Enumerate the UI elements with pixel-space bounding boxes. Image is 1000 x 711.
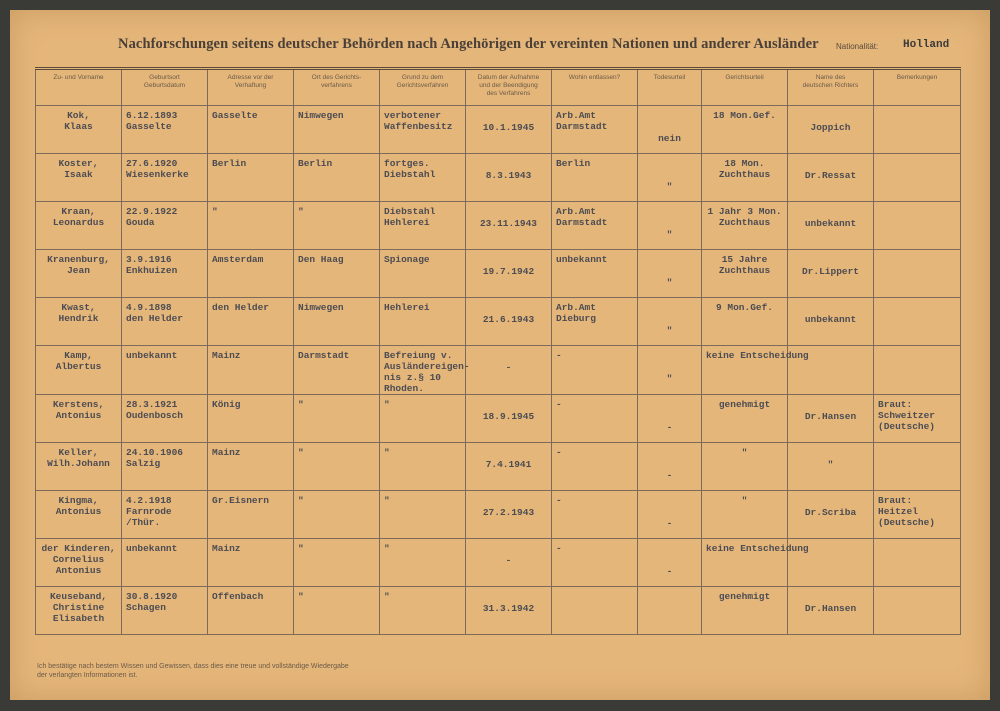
table-cell [294, 539, 380, 587]
table-row [36, 443, 961, 491]
cell-text: Kok, Klaas [64, 110, 93, 132]
cell-text: Kwast, Hendrik [58, 302, 99, 324]
table-cell [294, 202, 380, 250]
table-cell [294, 395, 380, 443]
table-cell [466, 154, 552, 202]
table-cell [466, 491, 552, 539]
cell-text [874, 443, 960, 447]
cell-text: 18.9.1945 [482, 411, 535, 422]
cell-text: " [298, 495, 304, 506]
table-cell [208, 587, 294, 635]
table-cell [294, 587, 380, 635]
cell-text: - [505, 555, 512, 566]
cell-text [874, 539, 960, 543]
table-cell [380, 346, 470, 395]
cell-text: Gr.Eisnern [212, 495, 270, 506]
cell-text: fortges. Diebstahl [384, 158, 436, 180]
cell-text: 6.12.1893 Gasselte [126, 110, 178, 132]
table-cell [380, 491, 466, 539]
table-cell [466, 202, 552, 250]
cell-text: Darmstadt [298, 350, 350, 361]
cell-text: Berlin [298, 158, 333, 169]
cell-text: 19.7.1942 [482, 266, 535, 277]
table-cell [788, 106, 874, 154]
document-sheet [10, 10, 990, 700]
table-row [36, 539, 961, 587]
cell-text [874, 154, 960, 158]
document-title: Nachforschungen seitens deutscher Behörden nach Angehörigen der vereinten Nationen und anderer Ausländer [118, 36, 819, 52]
table-cell [380, 154, 466, 202]
cell-text: " [741, 447, 748, 458]
table-cell [36, 587, 122, 635]
cell-text: " [666, 277, 673, 288]
table-cell [122, 106, 208, 154]
table-cell [788, 250, 874, 298]
table-cell [638, 443, 702, 491]
table-cell [788, 443, 874, 491]
table-cell [294, 154, 380, 202]
cell-text: - [666, 470, 673, 481]
cell-text: Mainz [212, 447, 241, 458]
table-cell [208, 202, 294, 250]
cell-text [552, 587, 637, 591]
cell-text: " [298, 591, 304, 602]
cell-text: der Kinderen, Cornelius Antonius [41, 543, 116, 576]
cell-text: Keller, Wilh.Johann [47, 447, 110, 469]
table-cell [552, 202, 638, 250]
table-cell [122, 443, 208, 491]
header-cell: Wohin entlassen? [552, 69, 638, 106]
table-cell [552, 106, 638, 154]
table-cell [466, 539, 552, 587]
table-cell [552, 443, 638, 491]
cell-text: Mainz [212, 543, 241, 554]
cell-text: Mainz [212, 350, 241, 361]
table-cell [208, 443, 294, 491]
cell-text: Offenbach [212, 591, 264, 602]
table-cell [552, 539, 638, 587]
table-cell [208, 250, 294, 298]
cell-text: Keuseband, Christine Elisabeth [49, 591, 107, 624]
header-cell: Datum der Aufnahme und der Beendigung des Verfahrens [466, 69, 552, 106]
table-cell [702, 106, 788, 154]
table-cell [208, 106, 294, 154]
table-cell [702, 395, 788, 443]
cell-text [874, 298, 960, 302]
table-cell [874, 395, 961, 443]
table-cell [466, 443, 552, 491]
cell-text: Braut: Heitzel (Deutsche) [878, 495, 936, 528]
cell-text: 21.6.1943 [482, 314, 535, 325]
table-cell [638, 395, 702, 443]
cell-text: verbotener Waffenbesitz [384, 110, 453, 132]
cell-text: 23.11.1943 [479, 218, 537, 229]
cell-text: " [298, 399, 304, 410]
cell-text: 10.1.1945 [482, 122, 535, 133]
table-cell [380, 539, 466, 587]
cell-text: unbekannt [126, 543, 178, 554]
table-cell [874, 250, 961, 298]
cell-text: " [384, 447, 390, 458]
cell-text [638, 587, 701, 614]
cell-text: 9 Mon.Gef. [715, 302, 773, 313]
table-cell [874, 587, 961, 635]
table-cell [122, 202, 208, 250]
table-row [36, 202, 961, 250]
table-cell [638, 202, 702, 250]
cell-text [874, 587, 960, 591]
table-cell [702, 202, 788, 250]
cell-text: Berlin [556, 158, 591, 169]
table-cell [294, 491, 380, 539]
cell-text: Dr.Scriba [804, 507, 857, 518]
table-cell [36, 106, 122, 154]
table-cell [638, 491, 702, 539]
table-cell [122, 587, 208, 635]
table-row [36, 250, 961, 298]
header-cell: Name des deutschen Richters [788, 69, 874, 106]
table-cell [36, 395, 122, 443]
table-cell [552, 587, 638, 635]
table-cell [208, 346, 294, 395]
cell-text: Gasselte [212, 110, 258, 121]
table-row [36, 106, 961, 154]
table-row [36, 298, 961, 346]
cell-text: - [666, 422, 673, 433]
table-cell [36, 154, 122, 202]
table-cell [466, 587, 552, 635]
header-cell: Adresse vor der Verhaftung [208, 69, 294, 106]
cell-text: Arb.Amt Dieburg [556, 302, 596, 324]
cell-text: 30.8.1920 Schagen [126, 591, 178, 613]
cell-text [874, 250, 960, 254]
table-cell [552, 298, 638, 346]
table-cell [294, 443, 380, 491]
table-cell [788, 395, 874, 443]
header-cell: Gerichtsurteil [702, 69, 788, 106]
cell-text: 4.9.1898 den Helder [126, 302, 184, 324]
cell-text: 7.4.1941 [485, 459, 532, 470]
table-cell [788, 346, 874, 395]
table-cell [638, 250, 702, 298]
table-cell [36, 298, 122, 346]
cell-text: 8.3.1943 [485, 170, 532, 181]
table-cell [874, 443, 961, 491]
table-cell [874, 298, 961, 346]
table-cell [702, 491, 788, 539]
cell-text: Den Haag [298, 254, 344, 265]
cell-text: " [741, 495, 748, 506]
table-cell [874, 154, 961, 202]
cell-text: " [298, 447, 304, 458]
table-row [36, 491, 961, 539]
cell-text: genehmigt [718, 399, 771, 410]
table-cell [36, 443, 122, 491]
header-cell: Geburtsort Geburtsdatum [122, 69, 208, 106]
table-cell [874, 539, 961, 587]
table-cell [788, 587, 874, 635]
table-cell [788, 298, 874, 346]
table-cell [638, 587, 702, 635]
cell-text: Befreiung v. Ausländereigen- nis z.§ 10 Rhoden. [384, 350, 470, 394]
cell-text: Hehlerei [384, 302, 430, 313]
table-cell [552, 395, 638, 443]
cell-text: Dr.Hansen [804, 411, 857, 422]
table-cell [788, 202, 874, 250]
cell-text: Arb.Amt Darmstadt [556, 110, 608, 132]
table-cell [36, 250, 122, 298]
cell-text: - [556, 447, 562, 458]
cell-text [788, 539, 873, 555]
cell-text: Dr.Hansen [804, 603, 857, 614]
cell-text: genehmigt [718, 591, 771, 602]
table-cell [36, 202, 122, 250]
table-cell [466, 106, 552, 154]
cell-text: unbekannt [804, 314, 857, 325]
cell-text: Kranenburg, Jean [47, 254, 110, 276]
table-cell [122, 298, 208, 346]
header-row [36, 69, 961, 106]
cell-text [874, 106, 960, 110]
header-cell: Ort des Gerichts- verfahrens [294, 69, 380, 106]
cell-text: 27.6.1920 Wiesenkerke [126, 158, 189, 180]
cell-text [874, 346, 960, 350]
table-cell [380, 202, 466, 250]
table-row [36, 154, 961, 202]
cell-text: " [384, 495, 390, 506]
header-cell: Zu- und Vorname [36, 69, 122, 106]
cell-text: Diebstahl Hehlerei [384, 206, 436, 228]
table-cell [702, 298, 788, 346]
cell-text: - [556, 399, 562, 410]
table-cell [122, 346, 208, 395]
cell-text [874, 202, 960, 206]
table-cell [122, 395, 208, 443]
table-cell [638, 106, 702, 154]
cell-text: - [556, 495, 562, 506]
cell-text: Joppich [810, 122, 851, 133]
table-cell [294, 106, 380, 154]
table-cell [638, 346, 702, 395]
table-cell [380, 395, 466, 443]
table-cell [208, 539, 294, 587]
table-cell [122, 250, 208, 298]
cell-text: unbekannt [126, 350, 178, 361]
table-cell [874, 106, 961, 154]
table-cell [874, 202, 961, 250]
cell-text: " [827, 459, 834, 470]
table-cell [122, 154, 208, 202]
cell-text: - [505, 362, 512, 373]
table-cell [638, 539, 702, 587]
cell-text: Dr.Ressat [804, 170, 857, 181]
table-row [36, 395, 961, 443]
table-cell [380, 250, 466, 298]
cell-text: " [384, 543, 390, 554]
table-cell [208, 395, 294, 443]
table-cell [788, 539, 874, 587]
cell-text: Kingma, Antonius [55, 495, 102, 517]
table-cell [208, 298, 294, 346]
cell-text: Amsterdam [212, 254, 264, 265]
cell-text: nein [658, 133, 681, 144]
table-cell [466, 298, 552, 346]
table-cell [702, 346, 809, 395]
cell-text: 18 Mon. Zuchthaus [718, 158, 771, 180]
cell-text: " [298, 543, 304, 554]
table-cell [466, 346, 552, 395]
table-cell [702, 443, 788, 491]
cell-text: keine Entscheidung [706, 350, 809, 361]
cell-text: - [556, 543, 562, 554]
table-cell [552, 154, 638, 202]
table-row [36, 346, 961, 395]
cell-text: Nimwegen [298, 302, 344, 313]
table-cell [874, 491, 961, 539]
certification-footer: Ich bestätige nach bestem Wissen und Gewissen, dass dies eine treue und vollständige Wiedergabe der verlangten Informationen ist. [37, 663, 349, 679]
table-cell [36, 491, 122, 539]
table-cell [466, 250, 552, 298]
table-cell [466, 395, 552, 443]
cell-text: den Helder [212, 302, 270, 313]
cell-text: 15 Jahre Zuchthaus [718, 254, 771, 276]
cell-text: 27.2.1943 [482, 507, 535, 518]
table-cell [552, 250, 638, 298]
cell-text: 4.2.1918 Farnrode /Thür. [126, 495, 172, 528]
cell-text: Nimwegen [298, 110, 344, 121]
header-cell: Bemerkungen [874, 69, 961, 106]
cell-text: Kerstens, Antonius [52, 399, 105, 421]
table-cell [552, 346, 638, 395]
cell-text: unbekannt [556, 254, 608, 265]
cell-text: 18 Mon.Gef. [713, 110, 776, 121]
table-cell [874, 346, 961, 395]
table-cell [122, 491, 208, 539]
table-cell [36, 539, 122, 587]
cell-text: 1 Jahr 3 Mon. Zuchthaus [707, 206, 782, 228]
cell-text: " [666, 325, 673, 336]
cell-text: " [666, 229, 673, 240]
table-cell [380, 587, 466, 635]
cell-text: Dr.Lippert [801, 266, 859, 277]
cell-text: " [384, 399, 390, 410]
table-cell [208, 154, 294, 202]
table-cell [208, 491, 294, 539]
table-cell [294, 250, 380, 298]
cell-text: Spionage [384, 254, 430, 265]
cell-text: 22.9.1922 Gouda [126, 206, 178, 228]
cell-text: " [666, 373, 673, 384]
cell-text: - [666, 518, 673, 529]
table-cell [294, 346, 380, 395]
cell-text: Koster, Isaak [58, 158, 99, 180]
cell-text: 28.3.1921 Oudenbosch [126, 399, 184, 421]
cell-text: 3.9.1916 Enkhuizen [126, 254, 178, 276]
table-cell [702, 250, 788, 298]
cell-text: Braut: Schweitzer (Deutsche) [878, 399, 936, 432]
cell-text: Berlin [212, 158, 247, 169]
records-table [35, 67, 961, 635]
table-cell [638, 154, 702, 202]
cell-text: " [298, 206, 304, 217]
header-cell: Todesurteil [638, 69, 702, 106]
cell-text: 31.3.1942 [482, 603, 535, 614]
table-cell [380, 106, 466, 154]
table-cell [702, 154, 788, 202]
nationality-label: Nationalität: [836, 42, 879, 51]
cell-text: König [212, 399, 241, 410]
table-row [36, 587, 961, 635]
table-cell [702, 539, 809, 587]
cell-text: - [666, 566, 673, 577]
table-cell [552, 491, 638, 539]
table-cell [638, 298, 702, 346]
cell-text: - [556, 350, 562, 361]
cell-text: 24.10.1906 Salzig [126, 447, 184, 469]
table-cell [788, 154, 874, 202]
cell-text: keine Entscheidung [706, 543, 809, 554]
nationality-value: Holland [903, 39, 950, 51]
table-cell [702, 587, 788, 635]
header-cell: Grund zu dem Gerichtsverfahren [380, 69, 466, 106]
cell-text: " [666, 181, 673, 192]
cell-text: Arb.Amt Darmstadt [556, 206, 608, 228]
table-cell [380, 443, 466, 491]
table-cell [294, 298, 380, 346]
cell-text: Kraan, Leonardus [52, 206, 105, 228]
cell-text [788, 346, 873, 362]
table-cell [122, 539, 208, 587]
cell-text: " [384, 591, 390, 602]
cell-text: " [212, 206, 218, 217]
table-cell [36, 346, 122, 395]
table-cell [788, 491, 874, 539]
table-cell [380, 298, 466, 346]
cell-text: Kamp, Albertus [55, 350, 102, 372]
cell-text: unbekannt [804, 218, 857, 229]
